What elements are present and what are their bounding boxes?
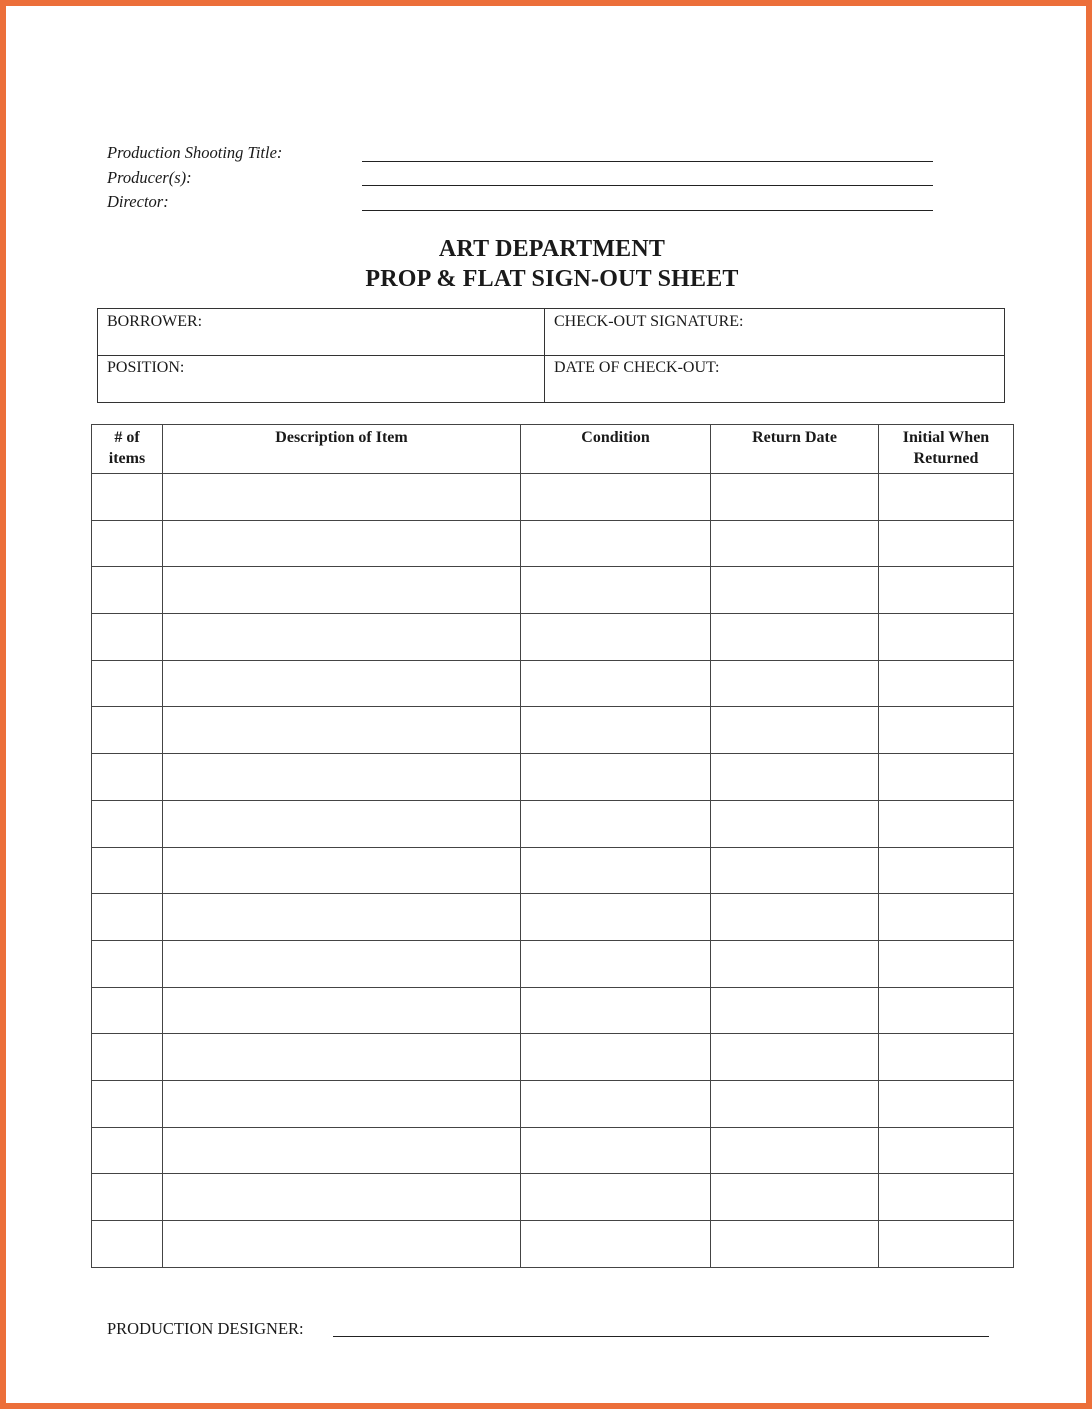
table-row <box>92 754 1014 801</box>
table-cell[interactable] <box>711 1174 879 1221</box>
production-title-field[interactable] <box>362 161 933 162</box>
table-cell[interactable] <box>163 1221 521 1268</box>
table-cell[interactable] <box>92 660 163 707</box>
table-cell[interactable] <box>163 1174 521 1221</box>
table-cell[interactable] <box>521 614 711 661</box>
table-cell[interactable] <box>879 567 1014 614</box>
table-cell[interactable] <box>521 1127 711 1174</box>
table-cell[interactable] <box>521 1080 711 1127</box>
table-cell[interactable] <box>711 520 879 567</box>
table-row <box>92 1127 1014 1174</box>
table-cell[interactable] <box>879 474 1014 521</box>
table-cell[interactable] <box>711 894 879 941</box>
table-cell[interactable] <box>92 614 163 661</box>
table-cell[interactable] <box>92 1080 163 1127</box>
table-cell[interactable] <box>521 1174 711 1221</box>
table-cell[interactable] <box>879 614 1014 661</box>
table-cell[interactable] <box>92 1174 163 1221</box>
table-cell[interactable] <box>521 567 711 614</box>
table-row <box>92 1221 1014 1268</box>
table-cell[interactable] <box>163 800 521 847</box>
column-header-return-date: Return Date <box>711 425 879 474</box>
table-cell[interactable] <box>711 940 879 987</box>
table-cell[interactable] <box>711 614 879 661</box>
table-cell[interactable] <box>521 754 711 801</box>
table-cell[interactable] <box>92 520 163 567</box>
table-row <box>92 567 1014 614</box>
table-cell[interactable] <box>711 987 879 1034</box>
table-cell[interactable] <box>879 707 1014 754</box>
table-cell[interactable] <box>163 1127 521 1174</box>
table-cell[interactable] <box>92 474 163 521</box>
table-header-row <box>92 425 1014 474</box>
table-cell[interactable] <box>879 940 1014 987</box>
table-cell[interactable] <box>521 660 711 707</box>
table-cell[interactable] <box>521 707 711 754</box>
table-cell[interactable] <box>521 800 711 847</box>
table-cell[interactable] <box>521 894 711 941</box>
table-cell[interactable] <box>711 847 879 894</box>
table-cell[interactable] <box>879 800 1014 847</box>
table-row <box>92 1174 1014 1221</box>
table-cell[interactable] <box>163 614 521 661</box>
table-cell[interactable] <box>879 1034 1014 1081</box>
producers-label: Producer(s): <box>107 168 192 187</box>
table-cell[interactable] <box>163 847 521 894</box>
table-cell[interactable] <box>521 940 711 987</box>
table-cell[interactable] <box>163 520 521 567</box>
table-cell[interactable] <box>163 474 521 521</box>
title-line-1: ART DEPARTMENT <box>438 236 666 262</box>
table-cell[interactable] <box>879 1127 1014 1174</box>
table-cell[interactable] <box>163 940 521 987</box>
table-cell[interactable] <box>711 474 879 521</box>
column-header-count: # of items <box>92 425 163 474</box>
table-row <box>92 614 1014 661</box>
table-cell[interactable] <box>711 1034 879 1081</box>
table-cell[interactable] <box>521 987 711 1034</box>
table-cell[interactable] <box>163 1080 521 1127</box>
table-cell[interactable] <box>92 1221 163 1268</box>
table-row <box>92 1080 1014 1127</box>
table-cell[interactable] <box>879 987 1014 1034</box>
borrower-info-box <box>97 308 1005 403</box>
table-cell[interactable] <box>163 1034 521 1081</box>
table-row <box>92 707 1014 754</box>
table-cell[interactable] <box>163 894 521 941</box>
title-line-2: PROP & FLAT SIGN-OUT SHEET <box>365 266 739 292</box>
director-label: Director: <box>107 192 169 211</box>
table-cell[interactable] <box>521 847 711 894</box>
table-body <box>92 474 1014 1268</box>
director-field[interactable] <box>362 210 933 211</box>
table-cell[interactable] <box>92 847 163 894</box>
table-cell[interactable] <box>879 847 1014 894</box>
table-row <box>92 987 1014 1034</box>
table-cell[interactable] <box>92 707 163 754</box>
table-row <box>92 847 1014 894</box>
table-cell[interactable] <box>711 1127 879 1174</box>
table-cell[interactable] <box>711 707 879 754</box>
production-title-label: Production Shooting Title: <box>107 143 283 162</box>
table-cell[interactable] <box>879 1221 1014 1268</box>
table-cell[interactable] <box>711 567 879 614</box>
producers-field[interactable] <box>362 185 933 186</box>
table-cell[interactable] <box>92 894 163 941</box>
table-cell[interactable] <box>92 1127 163 1174</box>
table-cell[interactable] <box>92 567 163 614</box>
position-label: POSITION: <box>107 359 185 376</box>
table-cell[interactable] <box>711 660 879 707</box>
table-cell[interactable] <box>521 474 711 521</box>
table-row <box>92 800 1014 847</box>
table-cell[interactable] <box>879 1174 1014 1221</box>
table-cell[interactable] <box>163 987 521 1034</box>
borrower-label: BORROWER: <box>107 313 203 330</box>
table-cell[interactable] <box>711 1221 879 1268</box>
table-row <box>92 1034 1014 1081</box>
table-cell[interactable] <box>163 660 521 707</box>
table-cell[interactable] <box>711 800 879 847</box>
table-cell[interactable] <box>163 567 521 614</box>
production-designer-label: PRODUCTION DESIGNER: <box>107 1319 304 1338</box>
column-header-initial-when-returned: Initial When Returned <box>879 425 1014 474</box>
info-divider-horizontal <box>98 355 1004 356</box>
table-cell[interactable] <box>163 754 521 801</box>
table-row <box>92 940 1014 987</box>
table-cell[interactable] <box>879 660 1014 707</box>
checkout-signature-label: CHECK-OUT SIGNATURE: <box>554 313 744 330</box>
table-cell[interactable] <box>521 1221 711 1268</box>
table-cell[interactable] <box>92 940 163 987</box>
table-cell[interactable] <box>521 520 711 567</box>
table-cell[interactable] <box>711 1080 879 1127</box>
production-designer-field[interactable] <box>333 1336 989 1337</box>
table-row <box>92 474 1014 521</box>
table-row <box>92 520 1014 567</box>
table-cell[interactable] <box>521 1034 711 1081</box>
date-of-checkout-label: DATE OF CHECK-OUT: <box>554 359 720 376</box>
table-cell[interactable] <box>879 520 1014 567</box>
items-table <box>91 424 1014 1268</box>
table-cell[interactable] <box>879 894 1014 941</box>
table-row <box>92 894 1014 941</box>
table-cell[interactable] <box>92 987 163 1034</box>
column-header-condition: Condition <box>521 425 711 474</box>
table-cell[interactable] <box>92 1034 163 1081</box>
table-cell[interactable] <box>92 754 163 801</box>
table-cell[interactable] <box>163 707 521 754</box>
table-cell[interactable] <box>711 754 879 801</box>
table-cell[interactable] <box>879 1080 1014 1127</box>
column-header-description: Description of Item <box>163 425 521 474</box>
table-cell[interactable] <box>879 754 1014 801</box>
table-row <box>92 660 1014 707</box>
table-cell[interactable] <box>92 800 163 847</box>
